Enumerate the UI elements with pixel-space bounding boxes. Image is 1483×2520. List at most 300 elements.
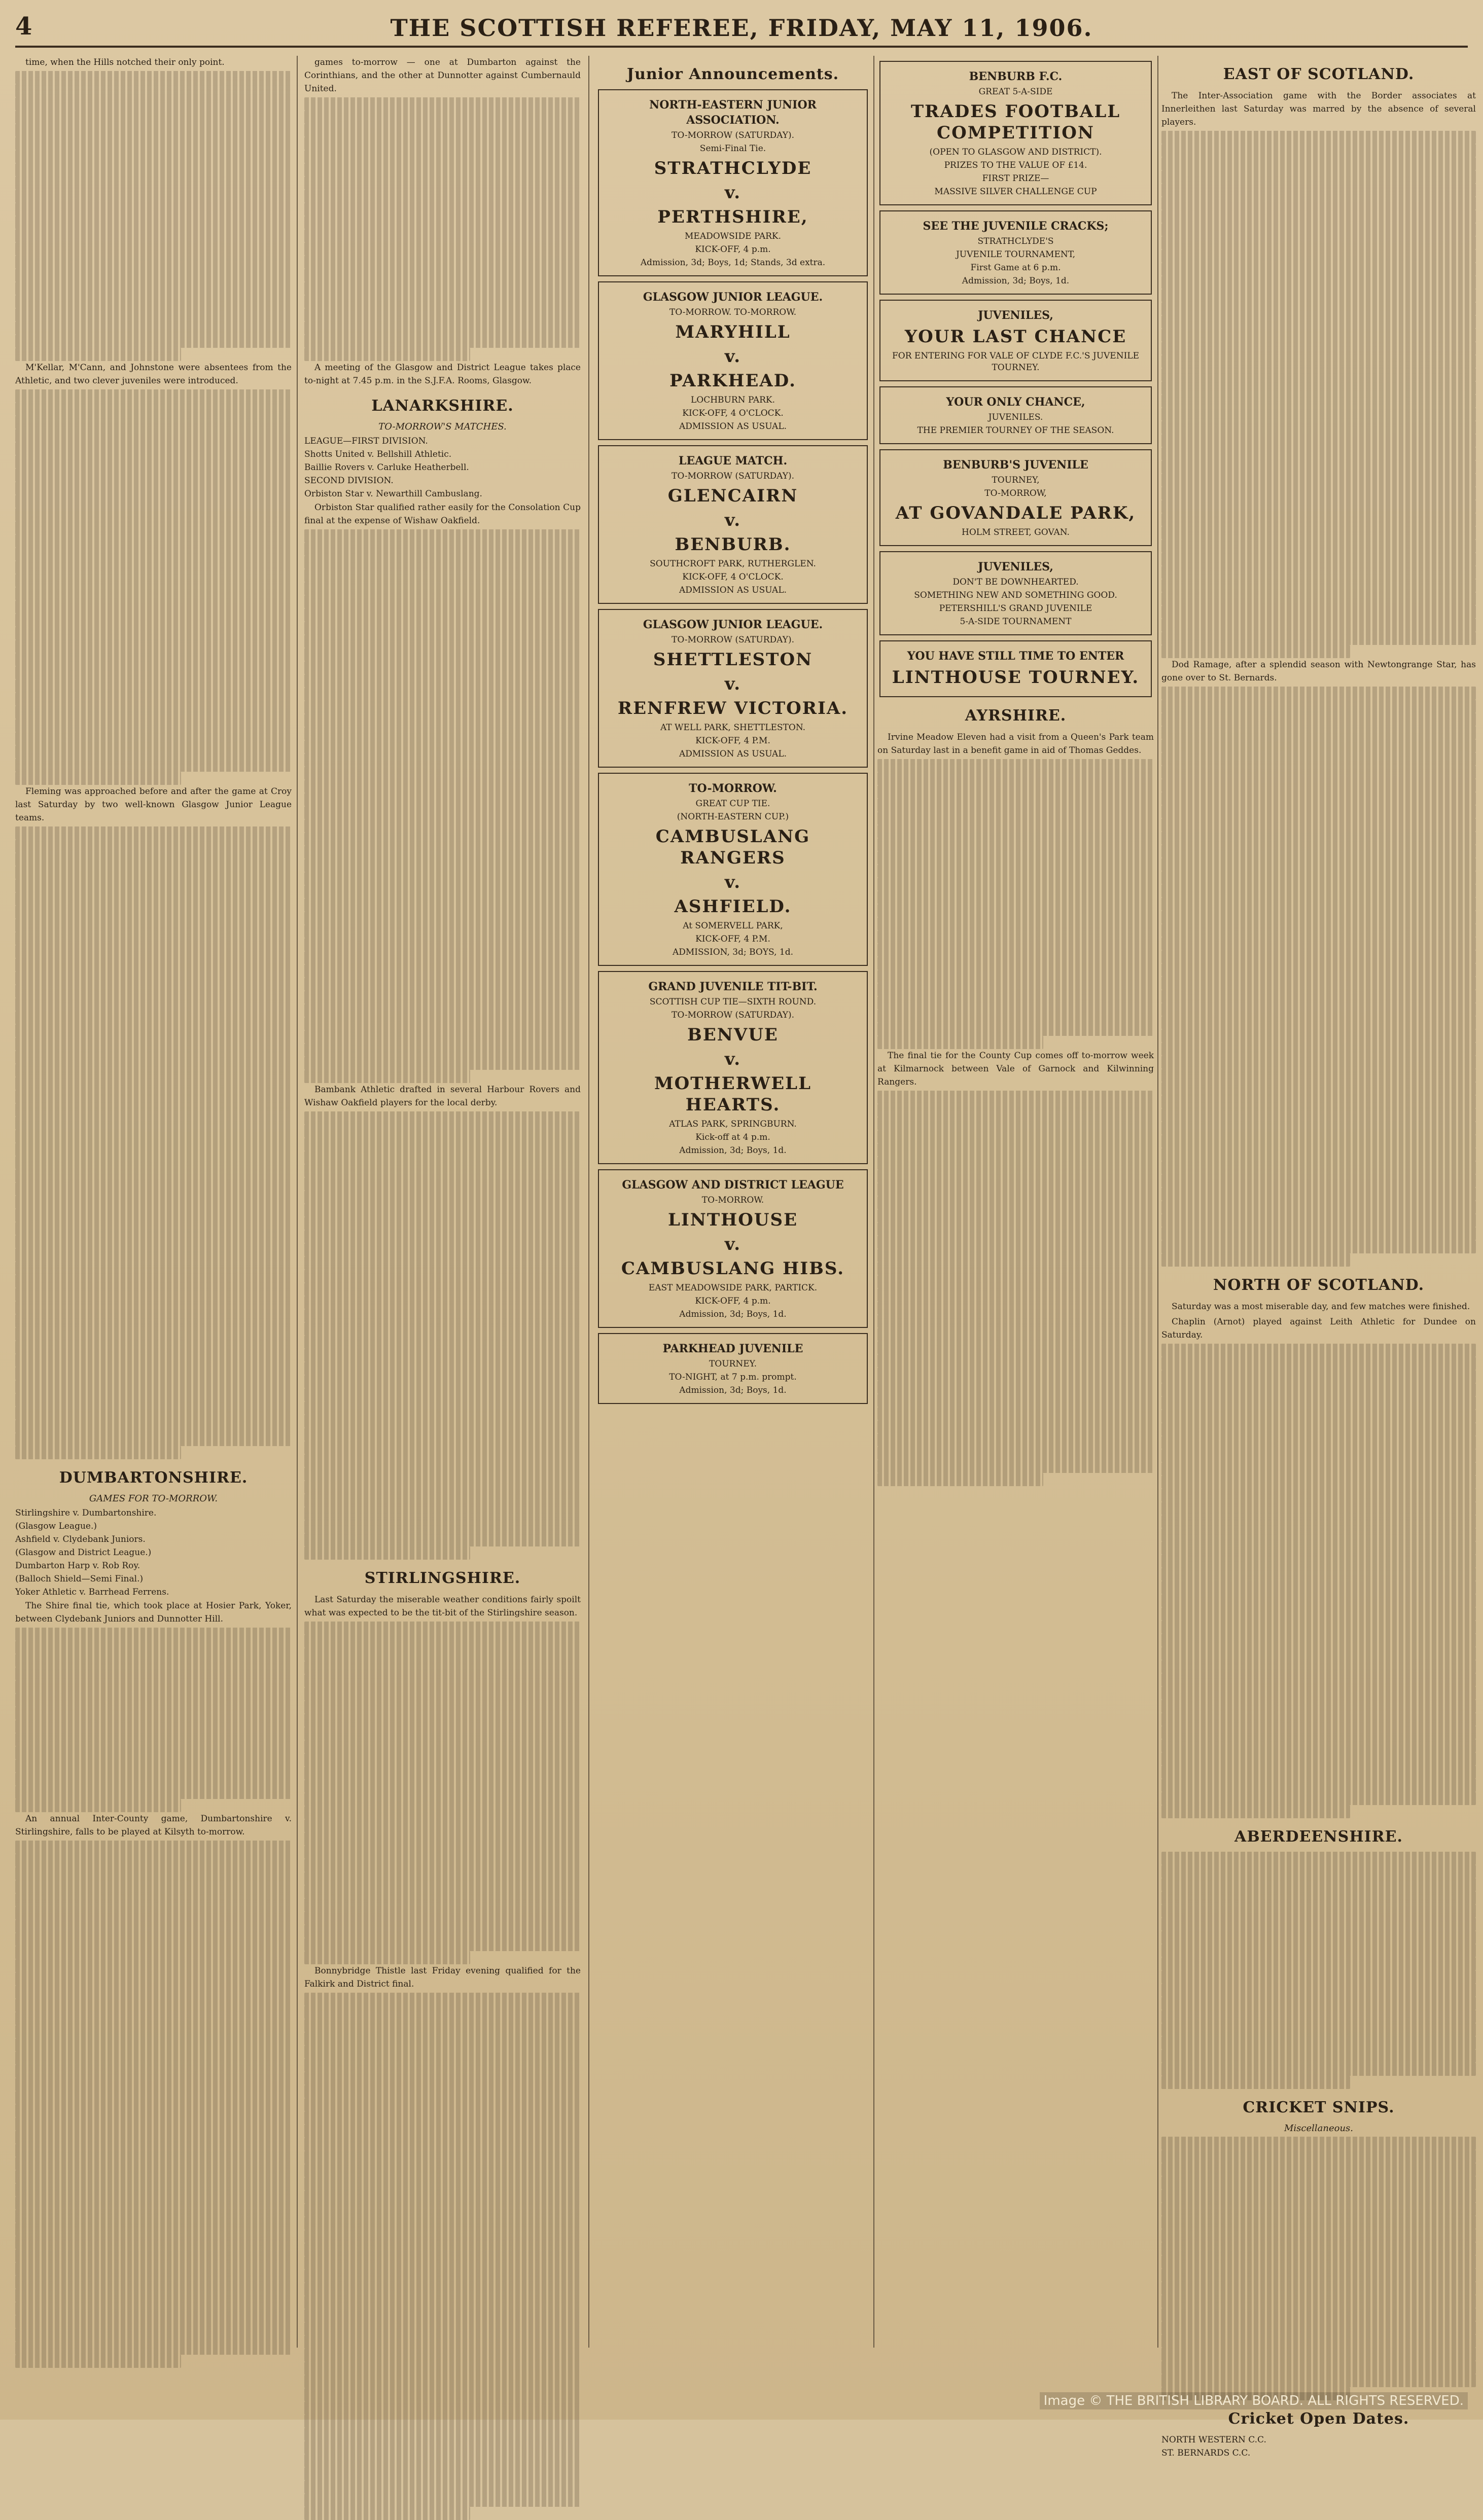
text-line (1161, 1984, 1476, 1997)
text-line (304, 2151, 581, 2164)
text-line (15, 826, 292, 840)
article-paragraph: Fleming was approached before and after the game at Croy last Saturday by two well-known Glasgow Junior League teams. (15, 786, 292, 823)
text-line (15, 403, 292, 416)
text-line (1161, 937, 1476, 950)
text-line (1161, 170, 1476, 184)
text-line (304, 2480, 581, 2494)
text-line (1161, 474, 1476, 487)
text-line (15, 389, 292, 403)
text-line (1161, 157, 1476, 170)
text-line (304, 1951, 470, 1964)
text-line (15, 2249, 292, 2262)
text-line (304, 1296, 581, 1309)
text-line (15, 600, 292, 614)
text-line (304, 1191, 581, 1204)
text-line (15, 2262, 292, 2276)
text-line (304, 1701, 581, 1714)
text-line (304, 1151, 581, 1164)
text-line (877, 812, 1154, 825)
text-line (304, 321, 581, 335)
advert-line: MEADOWSIDE PARK. (685, 231, 781, 241)
text-line (304, 991, 581, 1004)
text-line (1161, 1713, 1476, 1726)
text-line (15, 614, 292, 627)
text-line (1161, 1056, 1476, 1069)
text-line (15, 1854, 292, 1867)
text-line (15, 561, 292, 574)
text-line (304, 1283, 581, 1296)
text-line (1161, 1904, 1476, 1918)
text-line (304, 793, 581, 806)
advert-line: Semi-Final Tie. (699, 143, 766, 154)
text-line (15, 2210, 292, 2223)
text-line (15, 495, 292, 508)
text-line (304, 1885, 581, 1898)
text-line (15, 269, 292, 282)
advert-line: ATLAS PARK, SPRINGBURN. (669, 1119, 797, 1129)
column-1 (15, 56, 292, 2348)
advert-line: ADMISSION AS USUAL. (679, 421, 787, 431)
text-line (304, 1030, 581, 1043)
article-paragraph: The Inter-Association game with the Border associates at Innerleithen last Saturday was marred by the absence of several players. (1161, 91, 1476, 127)
section-heading: Cricket Open Dates. (1228, 2410, 1409, 2428)
advert-line: KICK-OFF, 4 O'CLOCK. (682, 572, 784, 582)
text-line (304, 1767, 581, 1780)
text-line (15, 1288, 292, 1301)
text-line (304, 688, 581, 701)
text-line (304, 1898, 581, 1912)
text-line (1161, 1240, 1476, 1253)
advert-line: Admission, 3d; Boys, 1d. (962, 276, 1070, 286)
text-line (15, 906, 292, 919)
text-line (877, 1222, 1154, 1236)
text-line (15, 1248, 292, 1262)
text-line (15, 1196, 292, 1209)
text-line (877, 759, 1154, 772)
text-line (1161, 1135, 1476, 1148)
text-line (877, 878, 1154, 891)
fixture-line: Dumbarton Harp v. Rob Roy. (15, 1561, 140, 1571)
advert-box (598, 445, 868, 604)
advert-line: TO-MORROW, (984, 488, 1047, 498)
text-line (15, 242, 292, 256)
text-line (15, 1011, 292, 1024)
text-line (15, 111, 292, 124)
text-line (15, 1999, 292, 2012)
text-line (304, 2494, 581, 2507)
text-line (15, 627, 292, 640)
text-line (15, 508, 292, 521)
advert-line: ADMISSION, 3d; BOYS, 1d. (672, 947, 794, 957)
text-line (15, 1841, 292, 1854)
text-line (304, 1349, 581, 1362)
advert-line: EAST MEADOWSIDE PARK, PARTICK. (648, 1283, 818, 1293)
text-line (304, 2204, 581, 2217)
text-line (304, 2098, 581, 2111)
filler-text (15, 389, 292, 785)
article-paragraph: Bambank Athletic drafted in several Harbour Rovers and Wishaw Oakfield players for the local derby. (304, 1085, 581, 1108)
advert-line: MASSIVE SILVER CHALLENGE CUP (934, 187, 1097, 197)
text-line (304, 1441, 581, 1454)
text-line (1161, 766, 1476, 779)
text-line (15, 1209, 292, 1222)
text-line (1161, 884, 1476, 897)
advert-line: GRAND JUVENILE TIT-BIT. (648, 980, 818, 993)
fixture-line: (Glasgow and District League.) (15, 1547, 152, 1558)
text-line (304, 2388, 581, 2401)
text-line (877, 1209, 1154, 1222)
advert-line: HOLM STREET, GOVAN. (962, 527, 1070, 537)
advert-box (598, 281, 868, 440)
text-line (15, 853, 292, 866)
text-line (304, 111, 581, 124)
text-line (15, 653, 292, 666)
text-line (15, 1786, 292, 1799)
text-line (15, 1641, 292, 1654)
text-line (1161, 818, 1476, 832)
advert-box (598, 609, 868, 768)
text-line (1161, 249, 1476, 263)
text-line (877, 1091, 1154, 1104)
advert-line: Admission, 3d; Boys, 1d; Stands, 3d extra. (640, 258, 826, 268)
text-line (304, 1256, 581, 1270)
text-line (15, 84, 292, 97)
text-line (1161, 1568, 1476, 1581)
text-line (304, 1070, 470, 1083)
text-line (1161, 1475, 1476, 1489)
text-line (304, 1164, 581, 1177)
filler-text (15, 826, 292, 1459)
text-line (304, 1270, 581, 1283)
text-line (877, 944, 1154, 957)
text-line (15, 1117, 292, 1130)
text-line (304, 938, 581, 951)
text-line (304, 1714, 581, 1727)
text-line (1161, 315, 1476, 329)
text-line (15, 482, 292, 495)
column-rule (873, 56, 874, 2348)
text-line (304, 2335, 581, 2349)
text-line (877, 1447, 1154, 1460)
text-line (15, 1367, 292, 1380)
text-line (1161, 1214, 1476, 1227)
text-line (877, 983, 1154, 996)
text-line (304, 203, 581, 216)
section-heading: STIRLINGSHIRE. (364, 1569, 521, 1587)
text-line (15, 998, 292, 1011)
text-line (1161, 236, 1476, 249)
advert-line: BENBURB F.C. (969, 70, 1063, 83)
text-line (15, 1867, 292, 1880)
advert-line: BENBURB'S JUVENILE (943, 458, 1088, 472)
text-line (15, 1090, 292, 1103)
advert-headline: CAMBUSLANG HIBS. (621, 1258, 845, 1279)
advert-line: YOU HAVE STILL TIME TO ENTER (907, 650, 1124, 663)
text-line (304, 2177, 581, 2190)
text-line (304, 1125, 581, 1138)
text-line (1161, 2348, 1476, 2361)
filler-text (15, 71, 292, 361)
advert-headline: TRADES FOOTBALL COMPETITION (910, 101, 1121, 143)
advert-line: ADMISSION AS USUAL. (679, 749, 787, 759)
text-line (15, 958, 292, 971)
advert-headline: LINTHOUSE TOURNEY. (892, 667, 1140, 688)
filler-text (304, 529, 581, 1083)
advert-line: KICK-OFF, 4 p.m. (695, 1296, 771, 1306)
text-line (304, 2507, 470, 2520)
text-line (1161, 513, 1476, 526)
text-line (304, 1322, 581, 1336)
text-line (15, 2328, 292, 2342)
text-line (15, 1182, 292, 1196)
text-line (877, 996, 1154, 1010)
text-line (304, 176, 581, 190)
fixture-line: Orbiston Star v. Newarthill Cambuslang. (304, 489, 482, 499)
text-line (1161, 2203, 1476, 2216)
text-line (1161, 700, 1476, 713)
text-line (304, 2243, 581, 2256)
text-line (304, 780, 581, 793)
text-line (15, 2302, 292, 2315)
article-paragraph: Saturday was a most miserable day, and few matches were finished. (1172, 1302, 1470, 1312)
advert-line: KICK-OFF, 4 P.M. (695, 736, 770, 746)
advert-headline: BENVUE (687, 1025, 779, 1045)
advert-headline: MOTHERWELL HEARTS. (654, 1073, 811, 1115)
text-line (15, 719, 292, 732)
fixture-line: (Balloch Shield—Semi Final.) (15, 1574, 144, 1584)
text-line (15, 1051, 292, 1064)
advert-line: KICK-OFF, 4 O'CLOCK. (682, 408, 784, 418)
text-line (1161, 1581, 1476, 1594)
text-line (304, 1780, 581, 1793)
text-line (1161, 924, 1476, 937)
section-heading: Junior Announcements. (626, 65, 839, 83)
text-line (1161, 713, 1476, 726)
text-line (1161, 2137, 1476, 2150)
text-line (304, 1111, 581, 1125)
text-line (1161, 368, 1476, 381)
text-line (1161, 223, 1476, 236)
advert-line: PETERSHILL'S GRAND JUVENILE (939, 603, 1092, 614)
text-line (304, 2085, 581, 2098)
advert-line: TO-MORROW (SATURDAY). (672, 471, 794, 481)
text-line (304, 701, 581, 714)
text-line (1161, 752, 1476, 766)
advert-box (879, 300, 1152, 381)
advert-line: GLASGOW JUNIOR LEAGUE. (643, 291, 823, 304)
text-line (304, 2190, 581, 2204)
text-line (1161, 592, 1476, 605)
text-line (1161, 1970, 1476, 1984)
text-line (1161, 2229, 1476, 2242)
text-line (1161, 355, 1476, 368)
fixture-line: Baillie Rovers v. Carluke Heatherbell. (304, 462, 469, 473)
text-line (15, 1628, 292, 1641)
text-line (1161, 1752, 1476, 1766)
text-line (15, 679, 292, 693)
text-line (304, 2467, 581, 2480)
text-line (304, 2006, 581, 2019)
text-line (15, 2276, 292, 2289)
text-line (304, 229, 581, 242)
text-line (1161, 632, 1476, 645)
text-line (877, 1036, 1043, 1049)
text-line (1161, 832, 1476, 845)
section-heading: AYRSHIRE. (965, 707, 1067, 725)
text-line (1161, 792, 1476, 805)
advert-box (598, 1333, 868, 1404)
article-paragraph: Last Saturday the miserable weather conditions fairly spoilt what was expected to be the tit-bit of the Stirlingshire season. (304, 1595, 581, 1618)
text-line (1161, 1805, 1350, 1818)
text-line (1161, 1201, 1476, 1214)
advert-headline: BENBURB. (675, 534, 791, 555)
text-line (1161, 1410, 1476, 1423)
text-line (15, 1433, 292, 1446)
text-line (1161, 1462, 1476, 1475)
text-line (304, 1622, 581, 1635)
text-line (15, 1972, 292, 1986)
text-line (877, 1196, 1154, 1209)
text-line (15, 1064, 292, 1077)
advert-line: Admission, 3d; Boys, 1d. (679, 1145, 787, 1156)
advert-line: AT WELL PARK, SHETTLESTON. (660, 723, 806, 733)
text-line (1161, 1042, 1476, 1056)
advert-line: SOUTHCROFT PARK, RUTHERGLEN. (650, 559, 816, 569)
text-line (304, 137, 581, 150)
text-line (1161, 2308, 1476, 2321)
text-line (15, 840, 292, 853)
text-line (304, 1004, 581, 1017)
text-line (1161, 2361, 1476, 2374)
text-line (1161, 1003, 1476, 1016)
text-line (304, 635, 581, 648)
text-line (877, 772, 1154, 785)
fixture-line: Shotts United v. Bellshill Athletic. (304, 449, 452, 459)
text-line (304, 846, 581, 859)
text-line (15, 1407, 292, 1420)
filler-text (1161, 2137, 1476, 2400)
text-line (304, 2362, 581, 2375)
text-line (1161, 302, 1476, 315)
text-line (304, 819, 581, 833)
text-line (15, 1893, 292, 1906)
text-line (304, 216, 581, 229)
filler-text (1161, 1344, 1476, 1818)
text-line (304, 1520, 581, 1533)
text-line (15, 442, 292, 455)
text-line (15, 2197, 292, 2210)
advert-line: ADMISSION AS USUAL. (679, 585, 787, 595)
text-line (15, 1759, 292, 1773)
advert-line: SEE THE JUVENILE CRACKS; (923, 220, 1109, 233)
text-line (15, 2144, 292, 2157)
advert-line: SOMETHING NEW AND SOMETHING GOOD. (914, 590, 1117, 600)
text-line (15, 2157, 292, 2170)
text-line (1161, 726, 1476, 739)
advert-headline: STRATHCLYDE (654, 158, 812, 178)
text-line (1161, 539, 1476, 553)
text-line (304, 1467, 581, 1481)
advert-box (598, 773, 868, 966)
text-line (304, 2401, 581, 2415)
text-line (15, 2091, 292, 2104)
text-line (304, 256, 581, 269)
text-line (304, 2019, 581, 2032)
text-line (15, 2012, 292, 2025)
text-line (304, 2059, 581, 2072)
page-number: 4 (15, 12, 32, 41)
text-line (1161, 950, 1476, 963)
advert-headline: YOUR LAST CHANCE (904, 327, 1127, 347)
text-line (15, 229, 292, 242)
text-line (15, 534, 292, 548)
text-line (15, 2051, 292, 2065)
advert-box (879, 640, 1152, 697)
text-line (1161, 1423, 1476, 1436)
text-line (15, 640, 292, 653)
text-line (15, 1694, 292, 1707)
text-line (304, 150, 581, 163)
text-line (1161, 197, 1476, 210)
text-line (877, 1249, 1154, 1262)
text-line (1161, 871, 1476, 884)
column-3 (596, 56, 870, 2348)
text-line (15, 1024, 292, 1037)
text-line (304, 2441, 581, 2454)
text-line (304, 2045, 581, 2059)
text-line (877, 1328, 1154, 1341)
newspaper-title: THE SCOTTISH REFEREE, FRIDAY, MAY 11, 1906. (390, 14, 1093, 42)
text-line (1161, 2216, 1476, 2229)
text-line (15, 1314, 292, 1327)
text-line (877, 1354, 1154, 1367)
text-line (304, 1415, 581, 1428)
advert-headline: v. (724, 1234, 742, 1254)
text-line (304, 1859, 581, 1872)
text-line (1161, 434, 1476, 447)
text-line (304, 595, 581, 608)
text-line (15, 1959, 292, 1972)
text-line (304, 308, 581, 321)
advert-headline: PERTHSHIRE, (657, 207, 808, 227)
column-2 (304, 56, 581, 2348)
text-line (1161, 1918, 1476, 1931)
text-line (15, 321, 292, 335)
text-line (304, 1793, 581, 1806)
text-line (1161, 289, 1476, 302)
copyright-credit: Image © THE BRITISH LIBRARY BOARD. ALL RIGHTS RESERVED. (1040, 2392, 1468, 2409)
advert-line: Kick-off at 4 p.m. (695, 1132, 770, 1142)
text-line (15, 2342, 292, 2355)
text-line (1161, 2282, 1476, 2295)
text-line (1161, 1502, 1476, 1515)
text-line (304, 529, 581, 543)
text-line (15, 2170, 292, 2183)
column-rule (1157, 56, 1158, 2348)
text-line (304, 912, 581, 925)
advert-line: TO-NIGHT, at 7 p.m. prompt. (669, 1372, 797, 1382)
text-line (1161, 1555, 1476, 1568)
text-line (304, 1507, 581, 1520)
advert-headline: v. (724, 674, 742, 694)
text-line (304, 964, 581, 978)
text-line (15, 892, 292, 906)
text-line (15, 176, 292, 190)
advert-headline: MARYHILL (675, 322, 791, 342)
text-line (877, 825, 1154, 838)
advert-line: DON'T BE DOWNHEARTED. (952, 577, 1079, 587)
article-paragraph: The final tie for the County Cup comes off to-morrow week at Kilmarnock between Vale of Garnock and Kilwinning Rangers. (877, 1051, 1154, 1087)
